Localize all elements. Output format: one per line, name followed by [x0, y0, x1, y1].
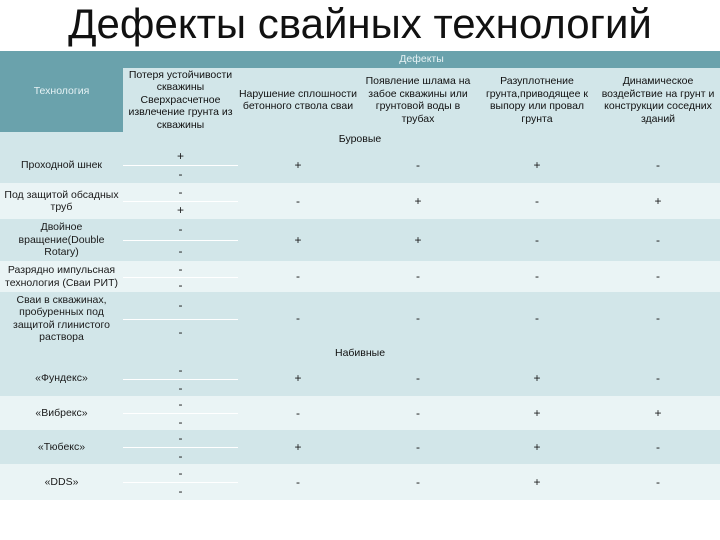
defect-1-mark-b: -	[123, 413, 238, 430]
defect-5-mark: -	[596, 261, 720, 292]
page-title: Дефекты свайных технологий	[68, 0, 652, 47]
technology-name: «DDS»	[0, 464, 123, 500]
defect-3-mark: +	[358, 183, 478, 219]
defect-1-mark-b: +	[123, 201, 238, 219]
defect-1-mark-a: -	[123, 464, 238, 482]
defect-1-mark-a: -	[123, 219, 238, 240]
defect-4-mark: -	[478, 292, 596, 345]
defect-1-mark-b: -	[123, 319, 238, 345]
defect-5-mark: +	[596, 396, 720, 430]
technology-name: Под защитой обсадных труб	[0, 183, 123, 219]
table-row	[0, 464, 720, 482]
defect-3-mark: -	[358, 464, 478, 500]
defect-2-mark: -	[238, 183, 358, 219]
defect-2-mark: -	[238, 292, 358, 345]
table-row	[0, 261, 720, 277]
defect-col-1-header	[123, 68, 238, 132]
tech-column-header: Технология	[0, 51, 123, 132]
table-row	[0, 292, 720, 319]
defect-5-mark: +	[596, 183, 720, 219]
defect-2-mark: +	[238, 430, 358, 464]
defect-1-mark-a: +	[123, 147, 238, 165]
defect-4-mark: +	[478, 396, 596, 430]
table-row	[0, 430, 720, 447]
defect-1-mark-a: -	[123, 361, 238, 379]
technology-name: Двойное вращение(Double Rotary)	[0, 219, 123, 261]
defect-2-mark: -	[238, 396, 358, 430]
defect-4-mark: -	[478, 183, 596, 219]
defects-table	[0, 51, 720, 500]
defect-1-mark-a: -	[123, 396, 238, 413]
defect-3-mark: -	[358, 292, 478, 345]
section-row	[0, 345, 720, 361]
defect-4-mark: +	[478, 361, 596, 396]
defect-1-mark-b: -	[123, 277, 238, 292]
section-label: Набивные	[0, 345, 720, 361]
defect-1-mark-b: -	[123, 379, 238, 396]
defect-1-mark-a: -	[123, 261, 238, 277]
defect-2-mark: +	[238, 361, 358, 396]
table-row	[0, 396, 720, 413]
defect-1-mark-a: -	[123, 292, 238, 319]
defect-1-mark-b: -	[123, 447, 238, 464]
defect-1-mark-a: -	[123, 430, 238, 447]
defect-1-mark-a: -	[123, 183, 238, 201]
defect-4-mark: -	[478, 261, 596, 292]
defect-col-1-line-2: Сверхрасчетное извлечение грунта из скважины	[128, 93, 233, 131]
table-row	[0, 219, 720, 240]
defect-5-mark: -	[596, 219, 720, 261]
defect-5-mark: -	[596, 147, 720, 183]
defect-col-5-header: Динамическое воздействие на грунт и конструкции соседних зданий	[596, 68, 720, 132]
defect-4-mark: +	[478, 464, 596, 500]
defect-5-mark: -	[596, 292, 720, 345]
table-row	[0, 183, 720, 201]
defect-2-mark: -	[238, 464, 358, 500]
defect-5-mark: -	[596, 464, 720, 500]
defect-1-mark-b: -	[123, 240, 238, 261]
defect-3-mark: -	[358, 261, 478, 292]
defect-4-mark: -	[478, 219, 596, 261]
defect-1-mark-b: -	[123, 165, 238, 183]
technology-name: Разрядно импульсная технология (Сваи РИТ)	[0, 261, 123, 292]
defect-2-mark: +	[238, 147, 358, 183]
section-row	[0, 132, 720, 147]
defect-3-mark: -	[358, 361, 478, 396]
defect-4-mark: +	[478, 430, 596, 464]
defect-5-mark: -	[596, 430, 720, 464]
defect-col-1-line-1: Потеря устойчивости скважины	[128, 68, 233, 94]
defects-header: Дефекты	[123, 51, 720, 68]
technology-name: «Вибрекс»	[0, 396, 123, 430]
defect-col-2-header: Нарушение сплошности бетонного ствола сваи	[238, 68, 358, 132]
table-row	[0, 361, 720, 379]
defect-5-mark: -	[596, 361, 720, 396]
defect-3-mark: -	[358, 430, 478, 464]
defect-col-3-header: Появление шлама на забое скважины или грунтовой воды в трубах	[358, 68, 478, 132]
section-label: Буровые	[0, 132, 720, 147]
defect-2-mark: -	[238, 261, 358, 292]
technology-name: Проходной шнек	[0, 147, 123, 183]
defect-3-mark: +	[358, 219, 478, 261]
technology-name: «Тюбекс»	[0, 430, 123, 464]
defect-3-mark: -	[358, 147, 478, 183]
defect-4-mark: +	[478, 147, 596, 183]
technology-name: «Фундекс»	[0, 361, 123, 396]
defect-3-mark: -	[358, 396, 478, 430]
technology-name: Сваи в скважинах, пробуренных под защитой глинистого раствора	[0, 292, 123, 345]
table-row	[0, 147, 720, 165]
defect-1-mark-b: -	[123, 482, 238, 500]
defect-2-mark: +	[238, 219, 358, 261]
defect-col-4-header: Разуплотнение грунта,приводящее к выпору или провал грунта	[478, 68, 596, 132]
